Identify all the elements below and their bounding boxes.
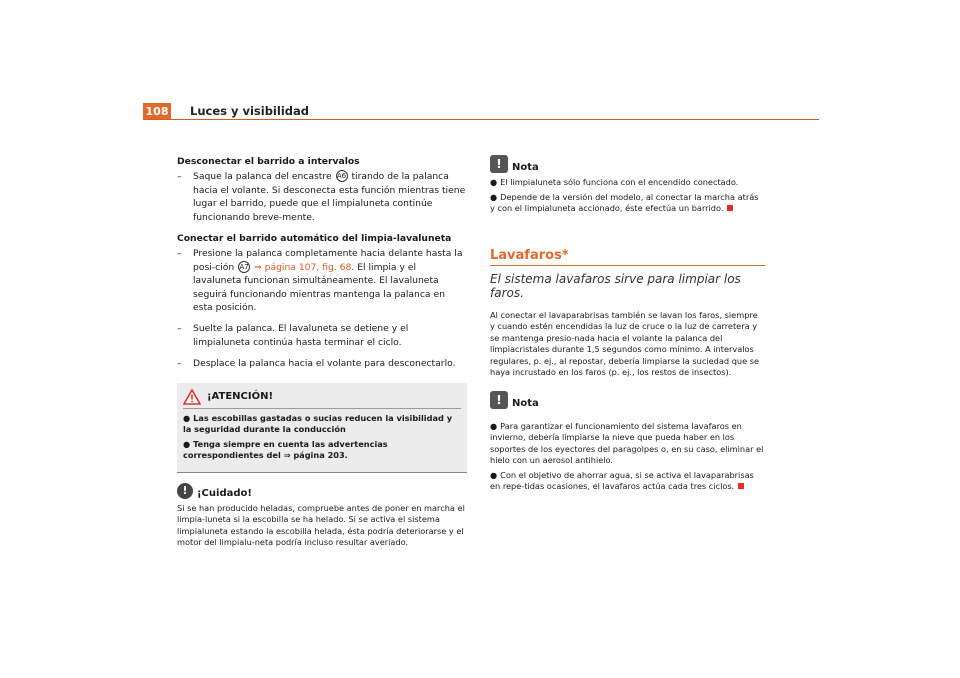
dash-marker: – xyxy=(177,248,182,260)
list-item-text: tirando de la palanca hacia el volante. Si desconecta esta función mientras tiene lugar el barrido, puede que el limpialuneta continúe funcionando breve-mente. xyxy=(193,171,466,223)
callout-badge: A6 xyxy=(336,172,347,181)
note-bullet-text: El limpialuneta sólo funciona con el encendido conectado. xyxy=(500,177,739,187)
page-number: 108 xyxy=(143,103,171,119)
bullet-icon: ● xyxy=(490,420,498,431)
caution-icon: ! xyxy=(177,483,193,499)
page-header-title: Luces y visibilidad xyxy=(190,104,309,118)
note-icon: ! xyxy=(490,391,508,409)
section-rule xyxy=(490,265,765,266)
list-item xyxy=(177,322,467,349)
note-bullet-text: Para garantizar el funcionamiento del sistema lavafaros en invierno, debería limpiarse la nieve que pueda haber en los soportes de los eyectores del paragolpes o, en su caso, eliminar el hielo con un aerosol antihielo. xyxy=(490,420,764,465)
section-subtitle: El sistema lavafaros sirve para limpiar los faros. xyxy=(490,271,741,300)
caution-title: ¡Cuidado! xyxy=(197,487,252,499)
note-bullet xyxy=(490,192,765,215)
note-bullet xyxy=(490,421,765,467)
warning-header xyxy=(183,389,461,409)
end-of-section-icon xyxy=(727,205,733,211)
warning-box xyxy=(177,383,467,473)
bullet-icon: ● xyxy=(490,177,498,187)
warning-bullet xyxy=(183,413,461,436)
warning-bullet xyxy=(183,439,461,462)
bullet-icon: ● xyxy=(183,438,191,449)
page-reference-link[interactable]: ⇒ página 107, fig. 68 xyxy=(254,261,352,273)
list-item-text: Desplace la palanca hacia el volante para desconectarlo. xyxy=(193,358,456,370)
list-item xyxy=(177,170,467,224)
warning-triangle-icon xyxy=(183,389,201,405)
section-text: Al conectar el lavaparabrisas también se lavan los faros, siempre y cuando estén encendidas la luz de cruce o la luz de carretera y se mantenga presio-nada hacia el volante la palanca del limpiacristales durante 1,5 segundos como mínimo. A intervalos regulares, p. ej., al repostar, debería limpiarse la suciedad que se haya incrustado en los faros (p. ej., los restos de insectos). xyxy=(490,309,760,377)
heading-disable-interval: Desconectar el barrido a intervalos xyxy=(177,156,360,167)
warning-title: ¡ATENCIÓN! xyxy=(207,390,274,402)
bullet-icon: ● xyxy=(183,412,191,423)
note-title: Nota xyxy=(512,397,539,409)
note-header xyxy=(490,155,765,173)
list-item-text: Suelte la palanca. El lavaluneta se detiene y el limpialuneta continúa hasta terminar el ciclo. xyxy=(193,323,409,348)
list-item xyxy=(177,357,467,370)
list-item-text: Saque la palanca del encastre xyxy=(193,171,332,183)
note-bullet-text: Con el objetivo de ahorrar agua, si se activa el lavaparabrisas en repe-tidas ocasiones, el lavafaros actúa cada tres ciclos. xyxy=(490,469,754,491)
left-column xyxy=(177,155,467,549)
bullet-icon: ● xyxy=(490,469,498,480)
list-item-text: . El limpia y el lavaluneta funcionan simultáneamente. El lavaluneta seguirá funcionando mientras mantenga la palanca en esta posición. xyxy=(193,261,445,314)
right-column xyxy=(490,155,765,496)
caution-header xyxy=(177,483,467,499)
dash-marker: – xyxy=(177,323,182,335)
heading-auto-wipe: Conectar el barrido automático del limpia-lavaluneta xyxy=(177,233,452,245)
section-title: Lavafaros* xyxy=(490,247,569,263)
dash-marker: – xyxy=(177,358,182,370)
note-header xyxy=(490,391,765,409)
end-of-section-icon xyxy=(738,483,744,489)
caution-text: Si se han producido heladas, compruebe antes de poner en marcha el limpia-luneta si la escobilla se ha helado. Si se activa el sistema limpialuneta estando la escobilla helada, ésta podría deteriorarse y el motor del limpialu-neta podría incluso resultar averiado. xyxy=(177,502,465,548)
note-title: Nota xyxy=(512,162,539,173)
list-item xyxy=(177,247,467,314)
header-rule xyxy=(143,119,819,120)
note-icon: ! xyxy=(490,155,508,173)
warning-bullet-text: Las escobillas gastadas o sucias reducen la visibilidad y la seguridad durante la conducción xyxy=(183,412,453,435)
list-item-text: Presione la palanca completamente hacia delante hasta la posi-ción xyxy=(193,248,463,273)
bullet-icon: ● xyxy=(490,191,498,202)
note-bullet xyxy=(490,470,765,493)
callout-badge: A7 xyxy=(239,262,249,271)
note-bullet xyxy=(490,177,765,189)
dash-marker: – xyxy=(177,171,182,183)
note-bullet-text: Depende de la versión del modelo, al conectar la marcha atrás y con el limpialuneta accionado, éste efectúa un barrido. xyxy=(490,191,759,213)
warning-bullet-text: Tenga siempre en cuenta las advertencias correspondientes del ⇒ página 203. xyxy=(183,438,388,461)
